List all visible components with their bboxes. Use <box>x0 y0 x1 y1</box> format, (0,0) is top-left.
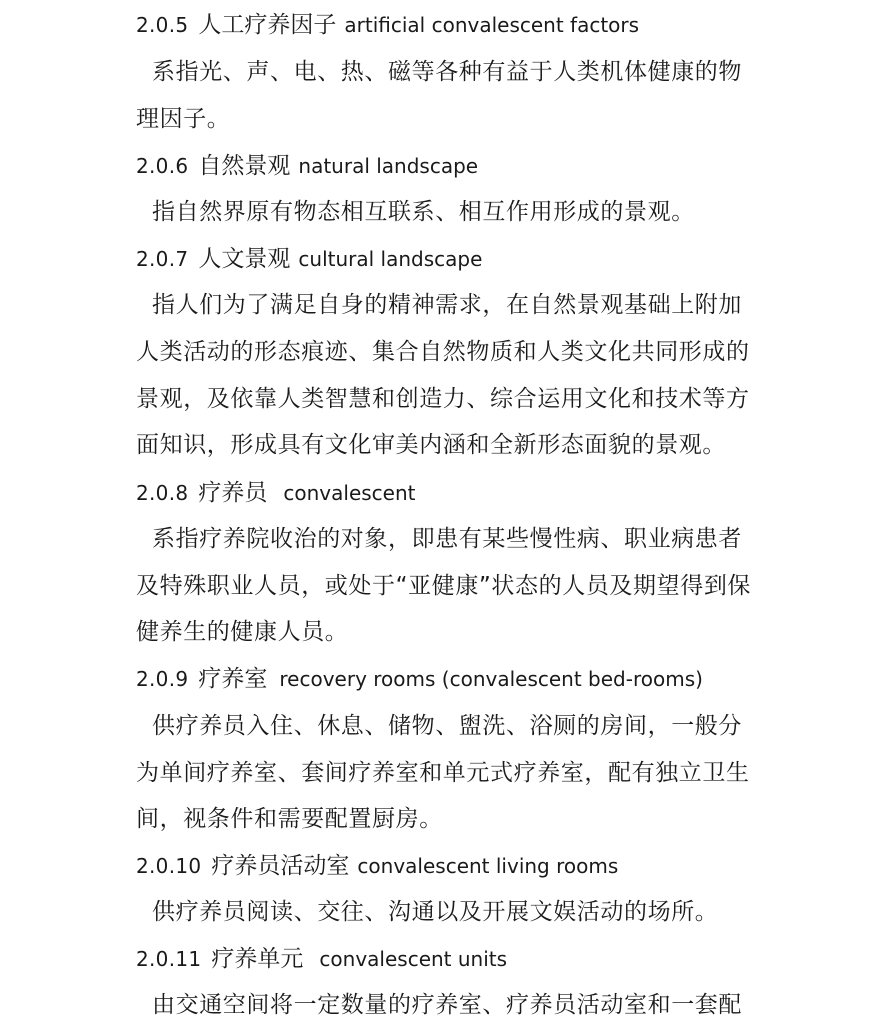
term-english: artificial convalescent factors <box>344 13 640 37</box>
term-chinese: 疗养室 <box>198 666 268 692</box>
definition-line: 为单间疗养室、套间疗养室和单元式疗养室，配有独立卫生 <box>136 760 750 786</box>
term-english: natural landscape <box>298 154 479 178</box>
definition-line: 健养生的健康人员。 <box>136 619 349 645</box>
term-chinese: 自然景观 <box>198 153 291 179</box>
term-english: convalescent living rooms <box>357 854 619 878</box>
term-chinese: 疗养员活动室 <box>211 853 350 879</box>
term-heading-2-0-9 <box>136 668 776 691</box>
term-number: 2.0.6 <box>136 154 189 178</box>
term-heading-2-0-5 <box>136 14 776 37</box>
definition-line: 人类活动的形态痕迹、集合自然物质和人类文化共同形成的 <box>136 339 750 365</box>
definition-line: 间，视条件和需要配置厨房。 <box>136 806 443 832</box>
definition-line: 系指疗养院收治的对象，即患有某些慢性病、职业病患者 <box>152 526 742 552</box>
term-number: 2.0.5 <box>136 13 189 37</box>
term-number: 2.0.9 <box>136 667 189 691</box>
term-chinese: 人工疗养因子 <box>198 12 337 38</box>
term-heading-2-0-10 <box>136 855 776 878</box>
term-english: convalescent <box>283 481 416 505</box>
term-chinese: 人文景观 <box>198 246 291 272</box>
term-number: 2.0.7 <box>136 247 189 271</box>
definition-line: 理因子。 <box>136 106 231 132</box>
term-english: convalescent units <box>319 947 508 971</box>
definition-line: 面知识，形成具有文化审美内涵和全新形态面貌的景观。 <box>136 432 726 458</box>
definition-line: 供疗养员阅读、交往、沟通以及开展文娱活动的场所。 <box>152 899 719 925</box>
definition-line: 供疗养员入住、休息、储物、盥洗、浴厕的房间，一般分 <box>152 713 742 739</box>
definition-line: 指人们为了满足自身的精神需求，在自然景观基础上附加 <box>152 292 742 318</box>
term-number: 2.0.8 <box>136 481 189 505</box>
term-heading-2-0-8 <box>136 482 776 505</box>
term-heading-2-0-11 <box>136 948 776 971</box>
term-english: recovery rooms (convalescent bed-rooms) <box>279 667 703 691</box>
term-heading-2-0-6 <box>136 155 776 178</box>
term-heading-2-0-7 <box>136 248 776 271</box>
term-number: 2.0.10 <box>136 854 202 878</box>
definition-line: 由交通空间将一定数量的疗养室、疗养员活动室和一套配 <box>152 992 742 1018</box>
term-chinese: 疗养员 <box>198 480 268 506</box>
term-chinese: 疗养单元 <box>211 946 304 972</box>
definition-line: 指自然界原有物态相互联系、相互作用形成的景观。 <box>152 199 695 225</box>
definition-line: 及特殊职业人员，或处于“亚健康”状态的人员及期望得到保 <box>136 573 752 599</box>
definition-line: 系指光、声、电、热、磁等各种有益于人类机体健康的物 <box>152 59 742 85</box>
definition-line: 景观，及依靠人类智慧和创造力、综合运用文化和技术等方 <box>136 386 750 412</box>
term-number: 2.0.11 <box>136 947 202 971</box>
term-english: cultural landscape <box>298 247 483 271</box>
